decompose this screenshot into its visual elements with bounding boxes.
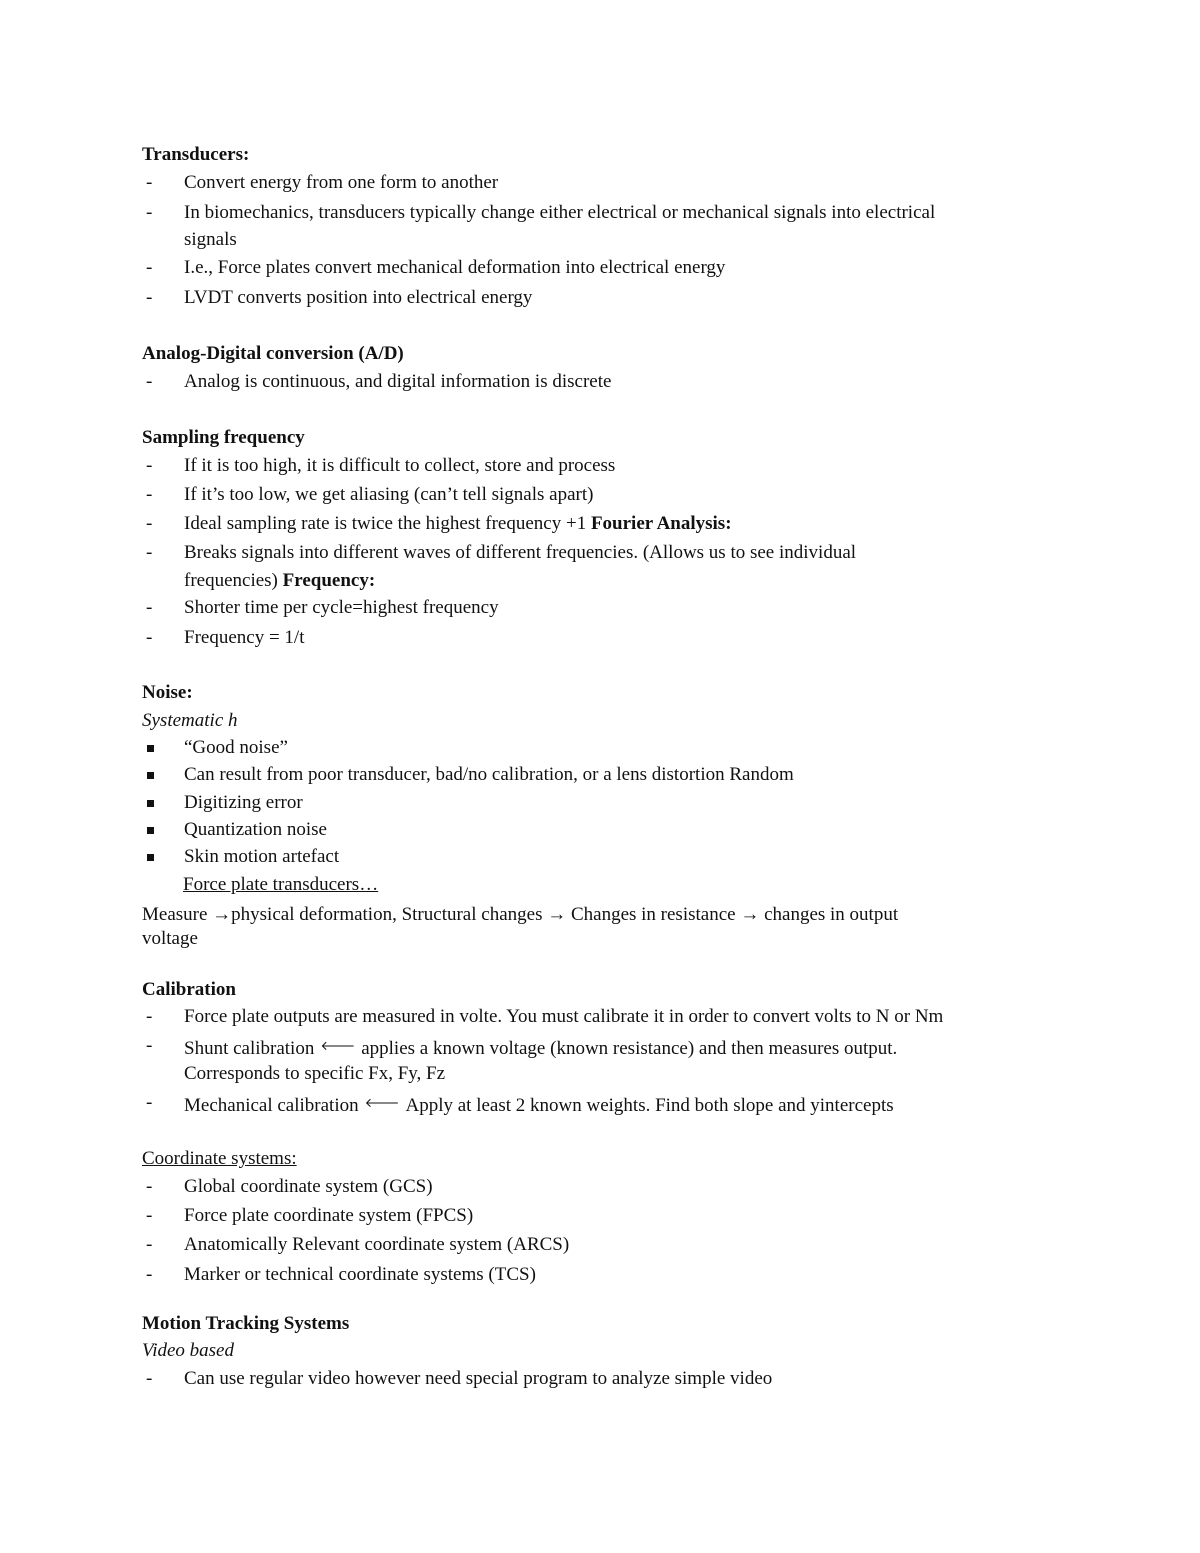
arrow-left-icon: 🡐 bbox=[320, 1038, 356, 1053]
heading-frequency: Frequency: bbox=[282, 570, 376, 591]
heading-sampling-frequency: Sampling frequency bbox=[142, 427, 305, 448]
square-bullet-icon bbox=[147, 854, 154, 861]
square-bullet-icon bbox=[147, 800, 154, 807]
document-page: Transducers: - Convert energy from one form to another - In biomechanics, transducers typically change either electrical or mechanical signals into electrical signals - I.e., Force plates convert mechanical deformation into electrical energy - LVDT converts position into electrical energy Analog-Digital conversion (A/D) - Analog is continuous, and digital information is discrete Sampling frequency - If it is too high, it is difficult to collect, store and process - If it’s too low, we get aliasing (can’t tell signals apart) - Ideal sampling rate is twice the highest frequency +1 Fourier Analysis: - Breaks signals into different waves of different frequencies. (Allows us to see individual frequencies) Frequency: - Shorter time per cycle=highest frequency - Frequency = 1/t Noise: Systematic h “Good noise” Can result from poor transducer, bad/no calibration, or a lens distortion Random Digitizing error Quantization noise Skin motion artefact Force plate transducers… Measure →physical deformation, Structural changes → Changes in resistance → changes in output voltage Calibration - Force plate outputs are measured in volte. You must calibrate it in order to convert volts to N or Nm - Shunt calibration 🡐 applies a known voltage (known resistance) and then measures output. Corresponds to specific Fx, Fy, Fz - Mechanical calibration 🡐 Apply at least 2 known weights. Find both slope and yintercepts Coordinate systems: - Global coordinate system (GCS) - Force plate coordinate system (FPCS) - Anatomically Relevant coordinate system (ARCS) - Marker or technical coordinate systems (TCS) Motion Tracking Systems Video based - Can use regular video however need special program to analyze simple video bbox=[142, 144, 944, 1389]
list-item-text: Ideal sampling rate is twice the highest frequency +1 bbox=[184, 513, 587, 534]
heading-coordinate-systems: Coordinate systems: bbox=[142, 1148, 297, 1169]
measure-line-continuation: voltage bbox=[142, 928, 198, 949]
heading-motion-tracking: Motion Tracking Systems bbox=[142, 1313, 350, 1334]
list-item-text: frequencies) bbox=[184, 570, 278, 591]
measure-line: Measure →physical deformation, Structural changes → Changes in resistance → changes in output bbox=[142, 904, 899, 925]
subheading-video-based: Video based bbox=[142, 1340, 234, 1361]
heading-transducers: Transducers: bbox=[142, 144, 250, 165]
heading-analog-digital: Analog-Digital conversion (A/D) bbox=[142, 343, 404, 364]
heading-noise: Noise: bbox=[142, 682, 193, 703]
list-item-text: Apply at least 2 known weights. Find both slope and yintercepts bbox=[405, 1095, 894, 1116]
heading-calibration: Calibration bbox=[142, 979, 236, 1000]
square-bullet-icon bbox=[147, 827, 154, 834]
list-item-text: Shunt calibration bbox=[184, 1038, 315, 1059]
subheading-systematic: Systematic h bbox=[142, 710, 238, 731]
arrow-left-icon: 🡐 bbox=[364, 1095, 400, 1110]
list-item-text: applies a known voltage (known resistance) and then measures output. bbox=[361, 1038, 898, 1059]
square-bullet-icon bbox=[147, 745, 154, 752]
square-bullet-icon bbox=[147, 772, 154, 779]
heading-fourier-analysis: Fourier Analysis: bbox=[590, 513, 732, 534]
list-item-text: Mechanical calibration bbox=[184, 1095, 359, 1116]
force-plate-transducers-heading: Force plate transducers… bbox=[183, 874, 379, 895]
